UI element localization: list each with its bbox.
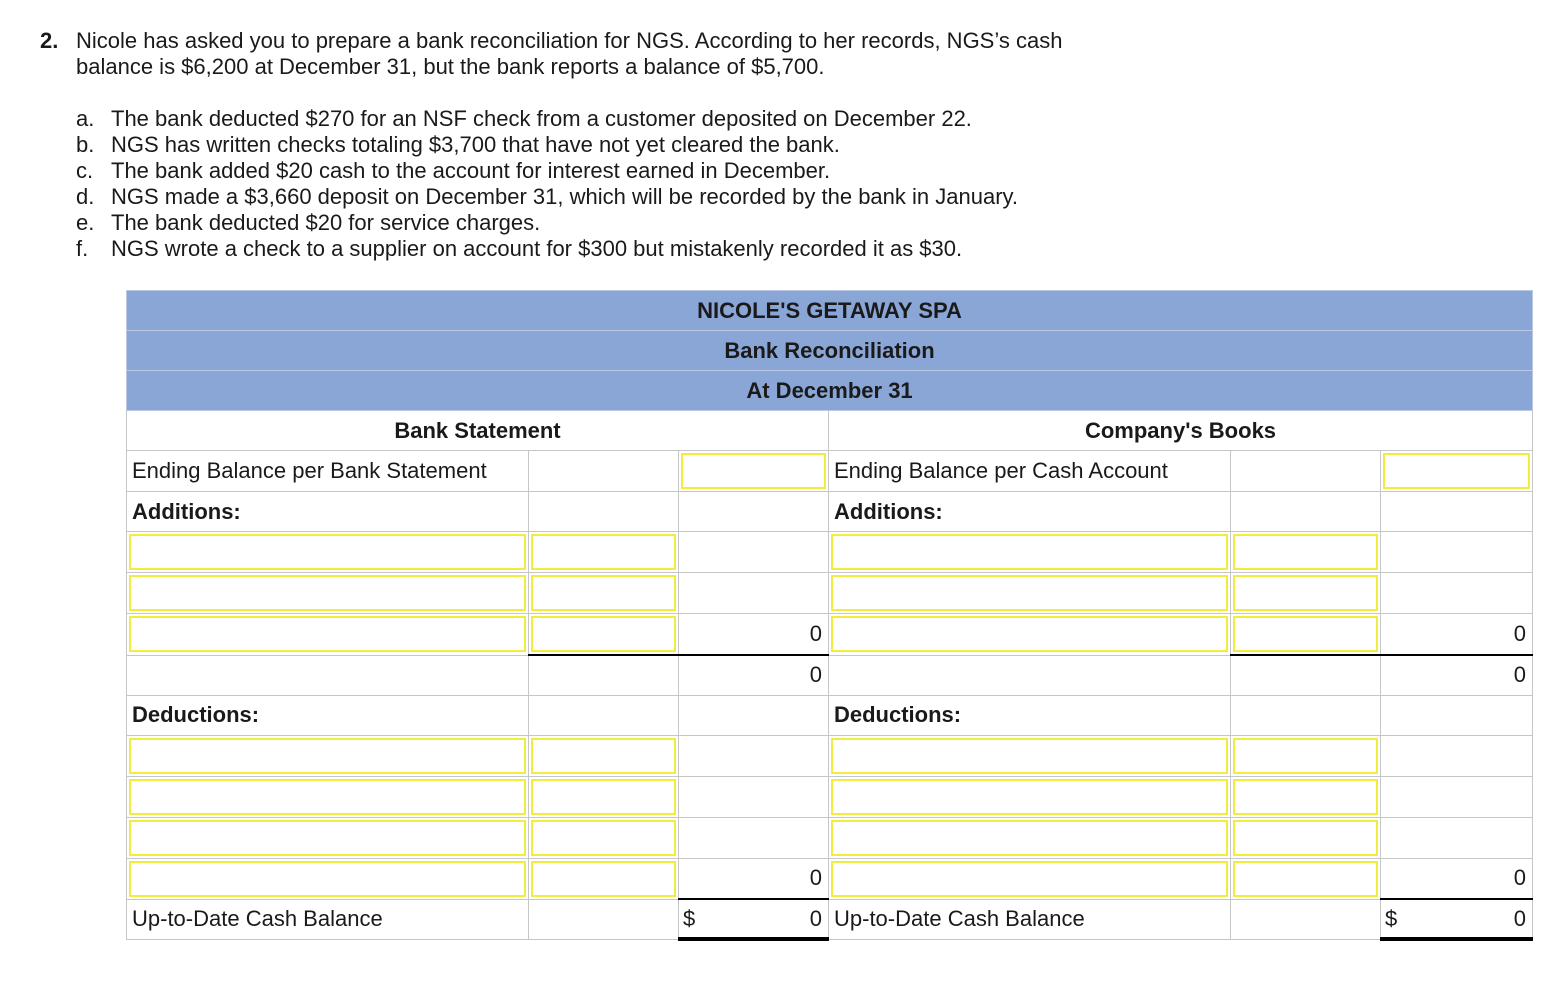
empty-cell [1381,776,1533,817]
company-name: NICOLE'S GETAWAY SPA [127,291,1533,331]
empty-cell [1381,695,1533,735]
book-deduction-description-input[interactable] [831,820,1228,856]
bank-final-balance-label: Up-to-Date Cash Balance [127,899,529,939]
list-item: a. The bank deducted $270 for an NSF check from a customer deposited on December 22. [76,106,972,131]
book-deduction-description-input[interactable] [831,779,1228,815]
table-header-row [127,371,1533,411]
table-row [127,492,1533,532]
book-ending-balance-cell [1381,451,1533,492]
empty-cell [1231,451,1381,492]
book-additions-total: 0 [1381,614,1533,656]
bank-final-balance-value: 0 [809,905,822,931]
question-text-line: Nicole has asked you to prepare a bank reconciliation for NGS. According to her records, NGS’s cash [76,28,1063,53]
bank-deduction-description-input[interactable] [129,738,526,774]
table-row [127,532,1533,573]
empty-cell [679,573,829,614]
book-deduction-description-input[interactable] [831,861,1228,897]
bank-deduction-description-input[interactable] [129,861,526,897]
table-header-row [127,331,1533,371]
table-row [127,655,1533,695]
bank-additions-total: 0 [679,614,829,656]
empty-cell [1381,532,1533,573]
empty-cell [1381,492,1533,532]
empty-cell [1231,655,1381,695]
empty-cell [529,492,679,532]
bank-addition-description-input[interactable] [129,575,526,611]
book-deductions-total: 0 [1381,858,1533,899]
question-text-line: balance is $6,200 at December 31, but the bank reports a balance of $5,700. [76,54,825,79]
book-final-balance [1381,899,1533,939]
book-deduction-amount-input[interactable] [1233,779,1378,815]
empty-cell [1381,817,1533,858]
table-row [127,735,1533,776]
table-row [127,614,1533,656]
bank-addition-amount-input[interactable] [531,575,676,611]
bank-ending-balance-cell [679,451,829,492]
book-addition-amount-input[interactable] [1233,534,1378,570]
bank-deduction-description-input[interactable] [129,820,526,856]
table-row [127,573,1533,614]
book-deduction-amount-input[interactable] [1233,738,1378,774]
report-title: Bank Reconciliation [127,331,1533,371]
bank-deduction-amount-input[interactable] [531,738,676,774]
bank-deduction-amount-input[interactable] [531,861,676,897]
book-additions-label: Additions: [829,492,1231,532]
book-deductions-label: Deductions: [829,695,1231,735]
question-text [76,28,1240,80]
table-header-row [127,291,1533,331]
bank-addition-amount-input[interactable] [531,534,676,570]
empty-cell [679,817,829,858]
empty-cell [529,451,679,492]
empty-cell [1231,695,1381,735]
book-addition-description-input[interactable] [831,616,1228,652]
table-row [127,451,1533,492]
book-addition-description-input[interactable] [831,575,1228,611]
bank-addition-amount-input[interactable] [531,616,676,652]
book-deduction-amount-input[interactable] [1233,861,1378,897]
book-deduction-amount-input[interactable] [1233,820,1378,856]
bank-deduction-amount-input[interactable] [531,779,676,815]
book-addition-amount-input[interactable] [1233,575,1378,611]
list-item: d. NGS made a $3,660 deposit on December 31, which will be recorded by the bank in January. [76,184,1018,209]
book-addition-description-input[interactable] [831,534,1228,570]
list-item: f. NGS wrote a check to a supplier on account for $300 but mistakenly recorded it as $30. [76,236,963,261]
currency-symbol: $ [1385,905,1398,931]
empty-cell [1231,492,1381,532]
empty-cell [679,776,829,817]
empty-cell [1381,573,1533,614]
question-block [40,28,1240,262]
empty-cell [1231,899,1381,939]
report-date: At December 31 [127,371,1533,411]
bank-statement-heading: Bank Statement [127,411,829,451]
empty-cell [829,655,1231,695]
book-ending-balance-label: Ending Balance per Cash Account [829,451,1231,492]
book-final-balance-value: 0 [1513,905,1527,931]
empty-cell [529,695,679,735]
empty-cell [679,492,829,532]
book-ending-balance-input[interactable] [1383,453,1530,489]
table-row [127,899,1533,939]
currency-symbol: $ [683,905,696,931]
transaction-list [76,106,1240,262]
table-row [127,695,1533,735]
book-addition-amount-input[interactable] [1233,616,1378,652]
book-subtotal: 0 [1381,655,1533,695]
list-item: c. The bank added $20 cash to the account for interest earned in December. [76,158,831,183]
bank-deductions-total: 0 [679,858,829,899]
empty-cell [529,655,679,695]
question-number: 2. [40,28,59,53]
bank-deduction-amount-input[interactable] [531,820,676,856]
bank-deduction-description-input[interactable] [129,779,526,815]
empty-cell [679,695,829,735]
list-item: b. NGS has written checks totaling $3,700 that have not yet cleared the bank. [76,132,840,157]
empty-cell [529,899,679,939]
company-books-heading: Company's Books [829,411,1533,451]
section-heading-row [127,411,1533,451]
book-deduction-description-input[interactable] [831,738,1228,774]
table-row [127,776,1533,817]
empty-cell [679,735,829,776]
list-item: e. The bank deducted $20 for service charges. [76,210,541,235]
empty-cell [679,532,829,573]
bank-additions-label: Additions: [127,492,529,532]
bank-deductions-label: Deductions: [127,695,529,735]
table-row [127,817,1533,858]
book-final-balance-label: Up-to-Date Cash Balance [829,899,1231,939]
bank-subtotal: 0 [679,655,829,695]
bank-final-balance [679,899,829,939]
empty-cell [1381,735,1533,776]
bank-reconciliation-table [126,290,1533,941]
bank-addition-description-input[interactable] [129,534,526,570]
table-row [127,858,1533,899]
empty-cell [127,655,529,695]
bank-ending-balance-label: Ending Balance per Bank Statement [127,451,529,492]
bank-ending-balance-input[interactable] [681,453,826,489]
bank-addition-description-input[interactable] [129,616,526,652]
